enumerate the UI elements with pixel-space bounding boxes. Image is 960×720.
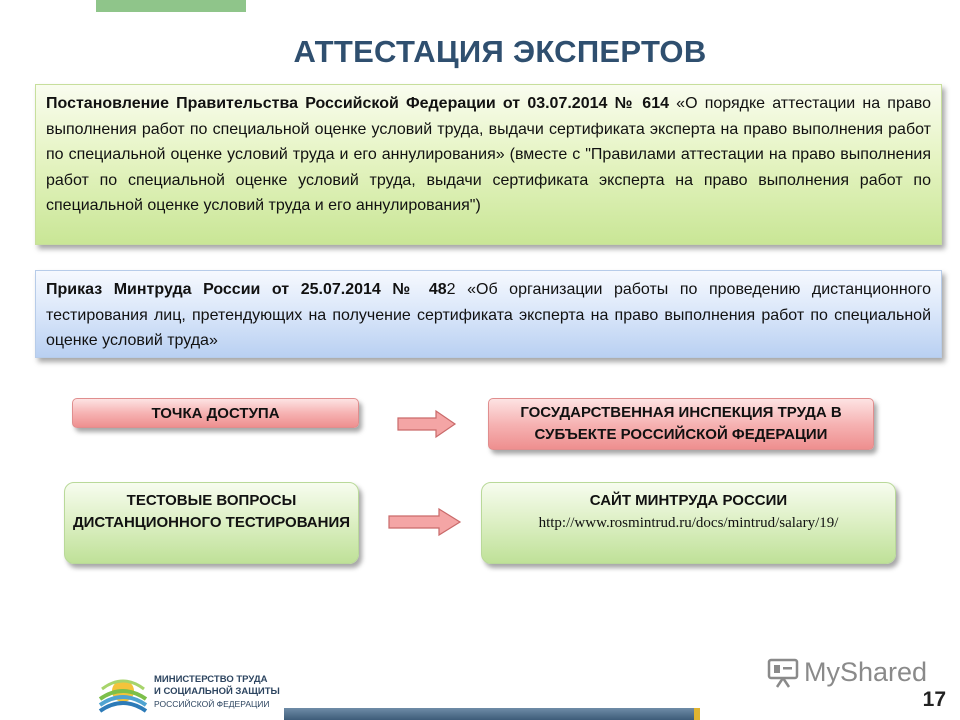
page-number: 17: [922, 688, 946, 711]
ministry-logo-icon: [98, 667, 148, 717]
decree-box: [35, 84, 942, 245]
order-reference: Приказ Минтруда России от 25.07.2014 № 48: [46, 281, 447, 298]
access-point-label: ТОЧКА ДОСТУПА: [151, 405, 280, 422]
state-inspection-box: [488, 398, 874, 450]
ministry-site-url[interactable]: http://www.rosmintrud.ru/docs/mintrud/salary/19/: [538, 515, 839, 531]
ministry-site-label: САЙТ МИНТРУДА РОССИИ: [589, 492, 788, 509]
test-questions-box: [64, 482, 359, 564]
bottom-bar-accent: [694, 708, 700, 720]
arrow-right-icon: [396, 408, 458, 440]
order-box: [35, 270, 942, 358]
ministry-logo-text: МИНИСТЕРСТВО ТРУДА И СОЦИАЛЬНОЙ ЗАЩИТЫ РОССИЙСКОЙ ФЕДЕРАЦИИ: [154, 674, 280, 709]
test-questions-label: ТЕСТОВЫЕ ВОПРОСЫ ДИСТАНЦИОННОГО ТЕСТИРОВАНИЯ: [72, 492, 351, 531]
watermark-text: MyShared: [804, 657, 928, 687]
arrow-right-icon: [387, 506, 463, 538]
presentation-icon: [766, 658, 800, 688]
top-accent-bar: [96, 0, 246, 12]
watermark: [766, 657, 927, 688]
slide-title: АТТЕСТАЦИЯ ЭКСПЕРТОВ: [293, 34, 707, 69]
decree-reference: Постановление Правительства Российской Федерации от 03.07.2014 № 614: [46, 95, 669, 112]
ministry-site-box: [481, 482, 896, 564]
decree-text: «О порядке аттестации на право выполнения работ по специальной оценке условий труда, выдачи сертификата эксперта на право выполнения работ по специальной оценке условий труда и его аннулирования» (вместе с "Правилами аттестации на право выполнения работ по специальной оценке условий труда, выдачи сертификата эксперта на право выполнения работ по специальной оценке условий труда и его аннулирования"): [46, 95, 931, 214]
bottom-bar: [284, 708, 694, 720]
access-point-box: [72, 398, 359, 428]
order-text: 2 «Об организации работы по проведению дистанционного тестирования лиц, претендующих на получение сертификата эксперта на право выполнения работ по специальной оценке условий труда»: [46, 281, 931, 349]
state-inspection-label: ГОСУДАРСТВЕННАЯ ИНСПЕКЦИЯ ТРУДА В СУБЪЕКТЕ РОССИЙСКОЙ ФЕДЕРАЦИИ: [520, 404, 842, 443]
